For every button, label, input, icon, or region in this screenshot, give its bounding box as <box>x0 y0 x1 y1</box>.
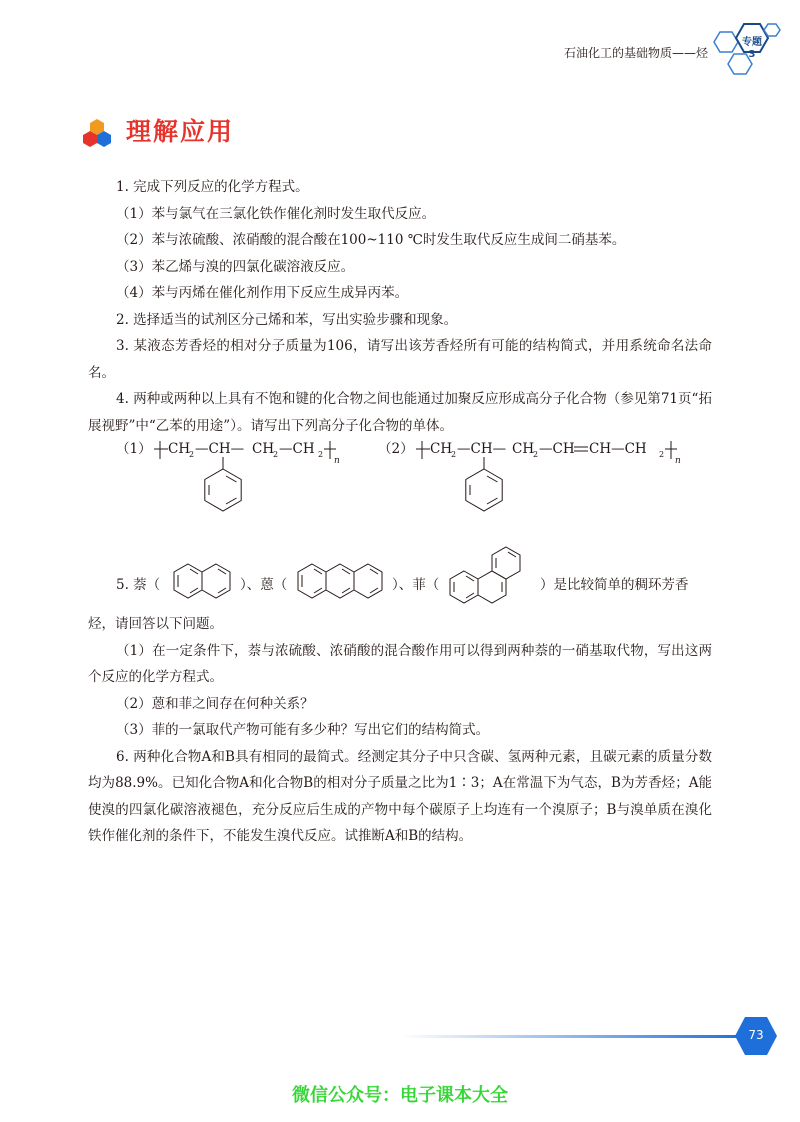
polymer-2-label: （2） <box>378 441 414 457</box>
svg-text:—CH—: —CH— <box>457 441 507 457</box>
polymer-structure-drawings <box>88 439 712 555</box>
polymer-2-group-1: CH <box>430 441 453 457</box>
question-5-lead-end: ）是比较简单的稠环芳香 <box>540 577 689 593</box>
polymer-1-group-1: CH <box>168 441 191 457</box>
question-5-part-1: （1）在一定条件下，萘与浓硫酸、浓硝酸的混合酸作用可以得到两种萘的一硝基取代物，写出这两个反应的化学方程式。 <box>88 642 712 685</box>
polymer-2-benzene-ring <box>466 469 502 511</box>
question-1-part-2: （2）苯与浓硫酸、浓硝酸的混合酸在100~110 ℃时发生取代反应生成间二硝基苯。 <box>116 232 626 248</box>
polymer-2 <box>378 441 681 511</box>
polymer-structures <box>88 439 712 555</box>
svg-text:2: 2 <box>189 450 195 459</box>
cube-cluster-icon <box>82 118 112 148</box>
svg-text:CH: CH <box>512 441 535 457</box>
svg-text:2: 2 <box>451 450 457 459</box>
question-5-anthracene-label: ）、蒽（ <box>240 577 288 593</box>
question-2: 2. 选择适当的试剂区分己烯和苯，写出实验步骤和现象。 <box>116 311 458 328</box>
exercise-content <box>88 174 712 850</box>
question-5-lead: 5. 萘（ <box>116 577 161 593</box>
question-5-structures-line <box>88 555 712 611</box>
polymer-1-label: （1） <box>116 441 152 457</box>
question-5-continuation: 烃，请回答以下问题。 <box>88 616 223 632</box>
question-6: 6. 两种化合物A和B具有相同的最简式。经测定其分子中只含碳、氢两种元素，且碳元素的质量分数均为88.9%。已知化合物A和化合物B的相对分子质量之比为1∶3；A在常温下为气态，B为芳香烃；A能使溴的四氯化碳溶液褪色，充分反应后生成的产物中每个碳原子上均连有一个溴原子；B与溴单质在溴化铁作催化剂的条件下，不能发生溴代反应。试推断A和B的结构。 <box>88 748 712 844</box>
polymer-1-benzene-ring <box>205 469 241 511</box>
topic-badge <box>737 37 767 61</box>
svg-text:—CH: —CH <box>279 441 315 457</box>
footer-gradient-line <box>400 1035 745 1038</box>
svg-text:2: 2 <box>659 450 665 459</box>
question-5-part-2: （2）蒽和菲之间存在何种关系？ <box>116 695 314 712</box>
watermark: 微信公众号：电子课本大全 <box>292 1085 508 1106</box>
question-1: 1. 完成下列反应的化学方程式。 <box>116 179 309 195</box>
svg-text:CH: CH <box>252 441 275 457</box>
svg-text:—CH—: —CH— <box>195 441 245 457</box>
svg-text:2: 2 <box>273 450 279 459</box>
svg-text:CH—CH: CH—CH <box>589 441 647 457</box>
svg-text:2: 2 <box>318 450 324 459</box>
polymer-1 <box>116 441 340 511</box>
question-5-part-3: （3）菲的一氯取代产物可能有多少种？写出它们的结构简式。 <box>116 722 490 738</box>
question-3: 3. 某液态芳香烃的相对分子质量为106，请写出该芳香烃所有可能的结构简式，并用系统命名法命名。 <box>88 338 712 381</box>
svg-text:n: n <box>334 456 340 466</box>
question-1-part-1: （1）苯与氯气在三氯化铁作催化剂时发生取代反应。 <box>116 205 436 222</box>
page-number: 73 <box>748 1028 764 1042</box>
question-4: 4. 两种或两种以上具有不饱和键的化合物之间也能通过加聚反应形成高分子化合物（参见第71页“拓展视野”中“乙苯的用途”）。请写出下列高分子化合物的单体。 <box>88 391 712 434</box>
question-1-part-4: （4）苯与丙烯在催化剂作用下反应生成异丙苯。 <box>116 285 409 301</box>
svg-text:—CH: —CH <box>539 441 575 457</box>
naphthalene-structure <box>168 561 238 601</box>
svg-text:n: n <box>675 456 681 466</box>
badge-label: 专题 <box>742 37 762 48</box>
badge-number: 3 <box>748 49 756 60</box>
running-header: 石油化工的基础物质——烃 <box>563 46 708 60</box>
svg-text:2: 2 <box>533 450 539 459</box>
section-title: 理解应用 <box>126 117 235 146</box>
question-5-phenanthrene-label: ）、菲（ <box>392 577 440 593</box>
phenanthrene-structure <box>446 533 538 611</box>
anthracene-structure <box>294 561 390 601</box>
question-1-part-3: （3）苯乙烯与溴的四氯化碳溶液反应。 <box>116 258 355 275</box>
